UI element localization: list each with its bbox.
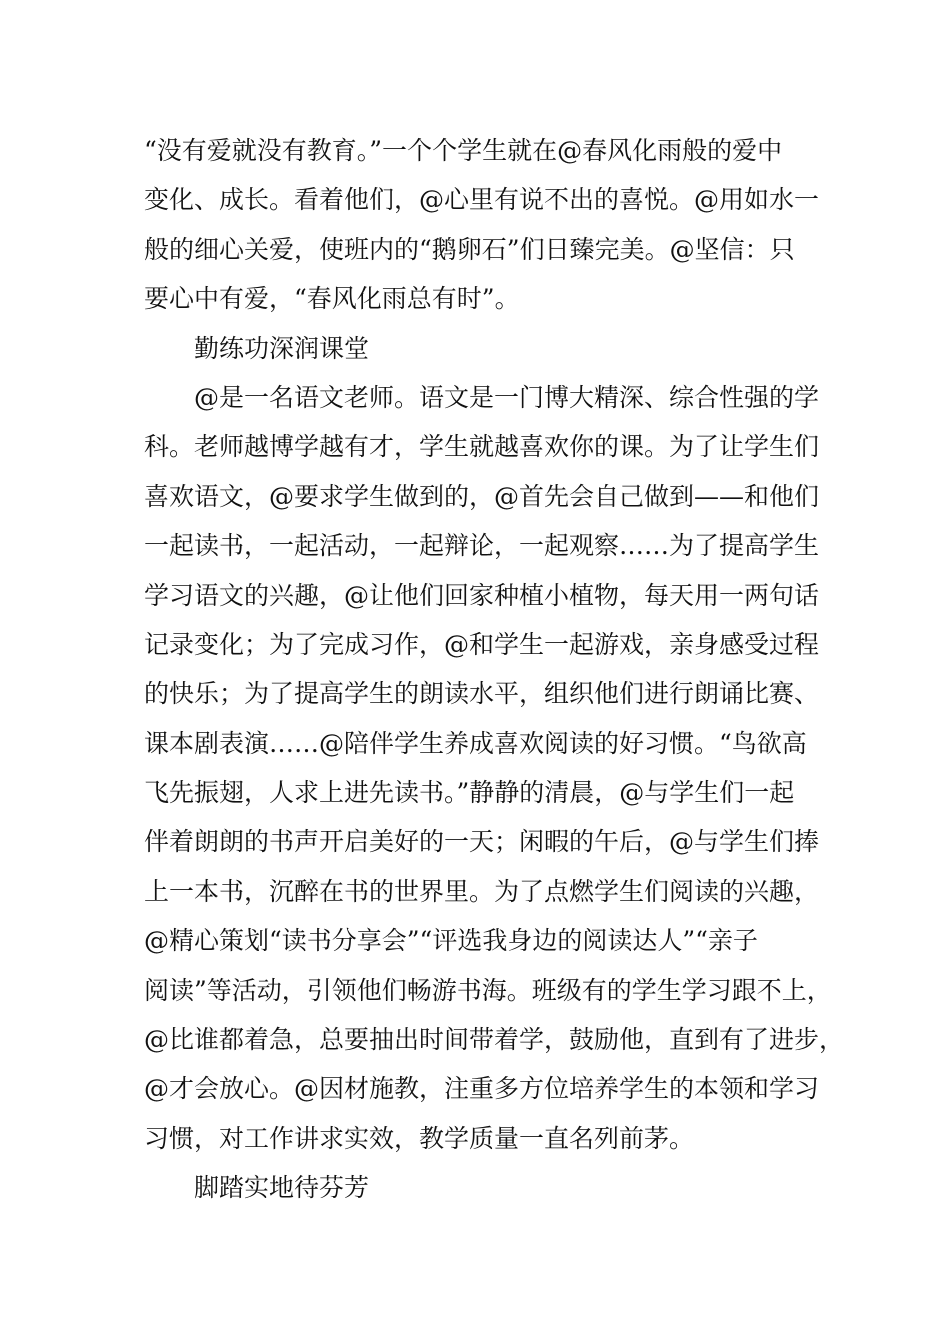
paragraph-line: 记录变化；为了完成习作，@和学生一起游戏，亲身感受过程 — [144, 629, 820, 659]
paragraph-line: 习惯，对工作讲求实效，教学质量一直名列前茅。 — [144, 1123, 695, 1153]
paragraph-line: 喜欢语文，@要求学生做到的，@首先会自己做到——和他们 — [144, 481, 820, 511]
paragraph-line: @是一名语文老师。语文是一门博大精深、综合性强的学 — [194, 382, 820, 412]
paragraph-line: 飞先振翅，人求上进先读书。”静静的清晨，@与学生们一起 — [144, 778, 795, 808]
document-body — [144, 126, 845, 1213]
section-heading: 脚踏实地待芬芳 — [194, 1173, 370, 1203]
paragraph-line: 的快乐；为了提高学生的朗读水平，组织他们进行朗诵比赛、 — [144, 679, 820, 709]
paragraph-line: 学习语文的兴趣，@让他们回家种植小植物，每天用一两句话 — [144, 580, 820, 610]
paragraph-line: 一起读书，一起活动，一起辩论，一起观察……为了提高学生 — [144, 531, 820, 561]
paragraph-line: 上一本书，沉醉在书的世界里。为了点燃学生们阅读的兴趣， — [144, 876, 820, 906]
paragraph-line: 要心中有爱，“春风化雨总有时”。 — [144, 284, 520, 314]
paragraph-line: 课本剧表演……@陪伴学生养成喜欢阅读的好习惯。“鸟欲高 — [144, 728, 807, 758]
paragraph-line: @比谁都着急，总要抽出时间带着学，鼓励他，直到有了进步， — [144, 1025, 845, 1055]
paragraph-line: 般的细心关爱，使班内的“鹅卵石”们日臻完美。@坚信：只 — [144, 234, 795, 264]
paragraph-line: 阅读”等活动，引领他们畅游书海。班级有的学生学习跟不上， — [144, 975, 832, 1005]
paragraph-line: @精心策划“读书分享会”“评选我身边的阅读达人”“亲子 — [144, 926, 758, 956]
paragraph-line: 变化、成长。看着他们，@心里有说不出的喜悦。@用如水一 — [144, 185, 820, 215]
paragraph-line: 科。老师越博学越有才，学生就越喜欢你的课。为了让学生们 — [144, 432, 820, 462]
paragraph-line: @才会放心。@因材施教，注重多方位培养学生的本领和学习 — [144, 1074, 820, 1104]
paragraph-line: 伴着朗朗的书声开启美好的一天；闲暇的午后，@与学生们捧 — [144, 827, 820, 857]
paragraph-line: “没有爱就没有教育。”一个个学生就在@春风化雨般的爱中 — [144, 136, 783, 165]
section-heading: 勤练功深润课堂 — [194, 333, 370, 363]
